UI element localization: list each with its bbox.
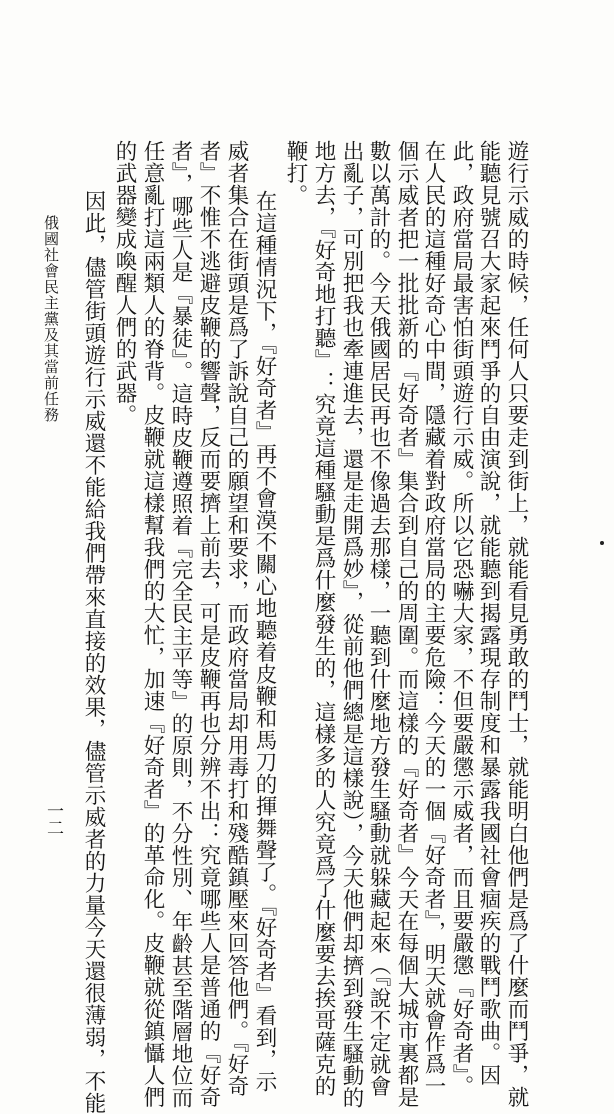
text-column: 遊行示威的時候，任何人只要走到街上，就能看見勇敢的鬥士，就能明白他們是爲了什麼而鬥爭，就 [504, 140, 529, 1108]
text-column: 鞭打。 [283, 140, 308, 206]
text-column: 出亂子，可別把我也牽連進去，還是走開爲妙』，從前他們總是這樣說），今天他們却擠到發生騷動的 [339, 140, 364, 1109]
text-column: 者』不惟不逃避皮鞭的響聲，反而要擠上前去，可是皮鞭再也分辨不出：究竟哪些人是普通的『好奇 [196, 140, 221, 1108]
text-column: 威者集合在街頭是爲了訴說自己的願望和要求，而政府當局却用毒打和殘酷鎮壓來回答他們。『好奇 [224, 140, 249, 1098]
text-column: 個示威者把一批批新的『好奇者』集合到自己的周圍。而這樣的『好奇者』今天在每個大城市裏都是 [394, 140, 419, 1108]
text-column: 能聽見號召大家起來鬥爭的自由演說，就能聽到揭露現存制度和暴露我國社會痼疾的戰鬥歌曲。因 [476, 140, 501, 1086]
text-column: 此，政府當局最害怕街頭遊行示威。所以它恐嚇大家，不但要嚴懲示威者，而且要嚴懲『好奇者』。 [449, 140, 474, 1098]
text-column: 任意亂打這兩類人的脊背。皮鞭就這樣幫我們的大忙，加速『好奇者』的革命化。皮鞭就從鎮懾人們 [140, 140, 165, 1108]
margin-mark [600, 541, 604, 545]
text-column: 在人民的這種好奇心中間，隱藏着對政府當局的主要危險：今天的一個『好奇者』，明天就會作爲一 [421, 140, 446, 1098]
text-column: 因此，儘管街頭遊行示威還不能給我們帶來直接的效果，儘管示威者的力量今天還很薄弱，不能 [81, 190, 106, 1114]
running-header: 俄國社會民主黨及其當前任務 [42, 215, 60, 423]
page-number: 一二 [43, 802, 63, 836]
text-column: 地方去，『好奇地打聽』：究竟這種騷動是爲什麼發生的，這樣多的人究竟爲了什麼要去挨哥薩克的 [311, 140, 336, 1098]
text-column: 者』，哪些人是『暴徒』。這時皮鞭遵照着『完全民主平等』的原則，不分性別、年齡甚至階層地位而 [168, 140, 193, 1109]
text-column: 數以萬計的。今天俄國居民再也不像過去那樣，一聽到什麼地方發生騷動就躲藏起來（『說不定就會 [366, 140, 391, 1098]
text-column: 的武器變成喚醒人們的武器。 [112, 140, 137, 426]
text-column: 在這種情況下，『好奇者』再不會漠不關心地聽着皮鞭和馬刀的揮舞聲了。『好奇者』看到，示 [252, 190, 277, 1093]
